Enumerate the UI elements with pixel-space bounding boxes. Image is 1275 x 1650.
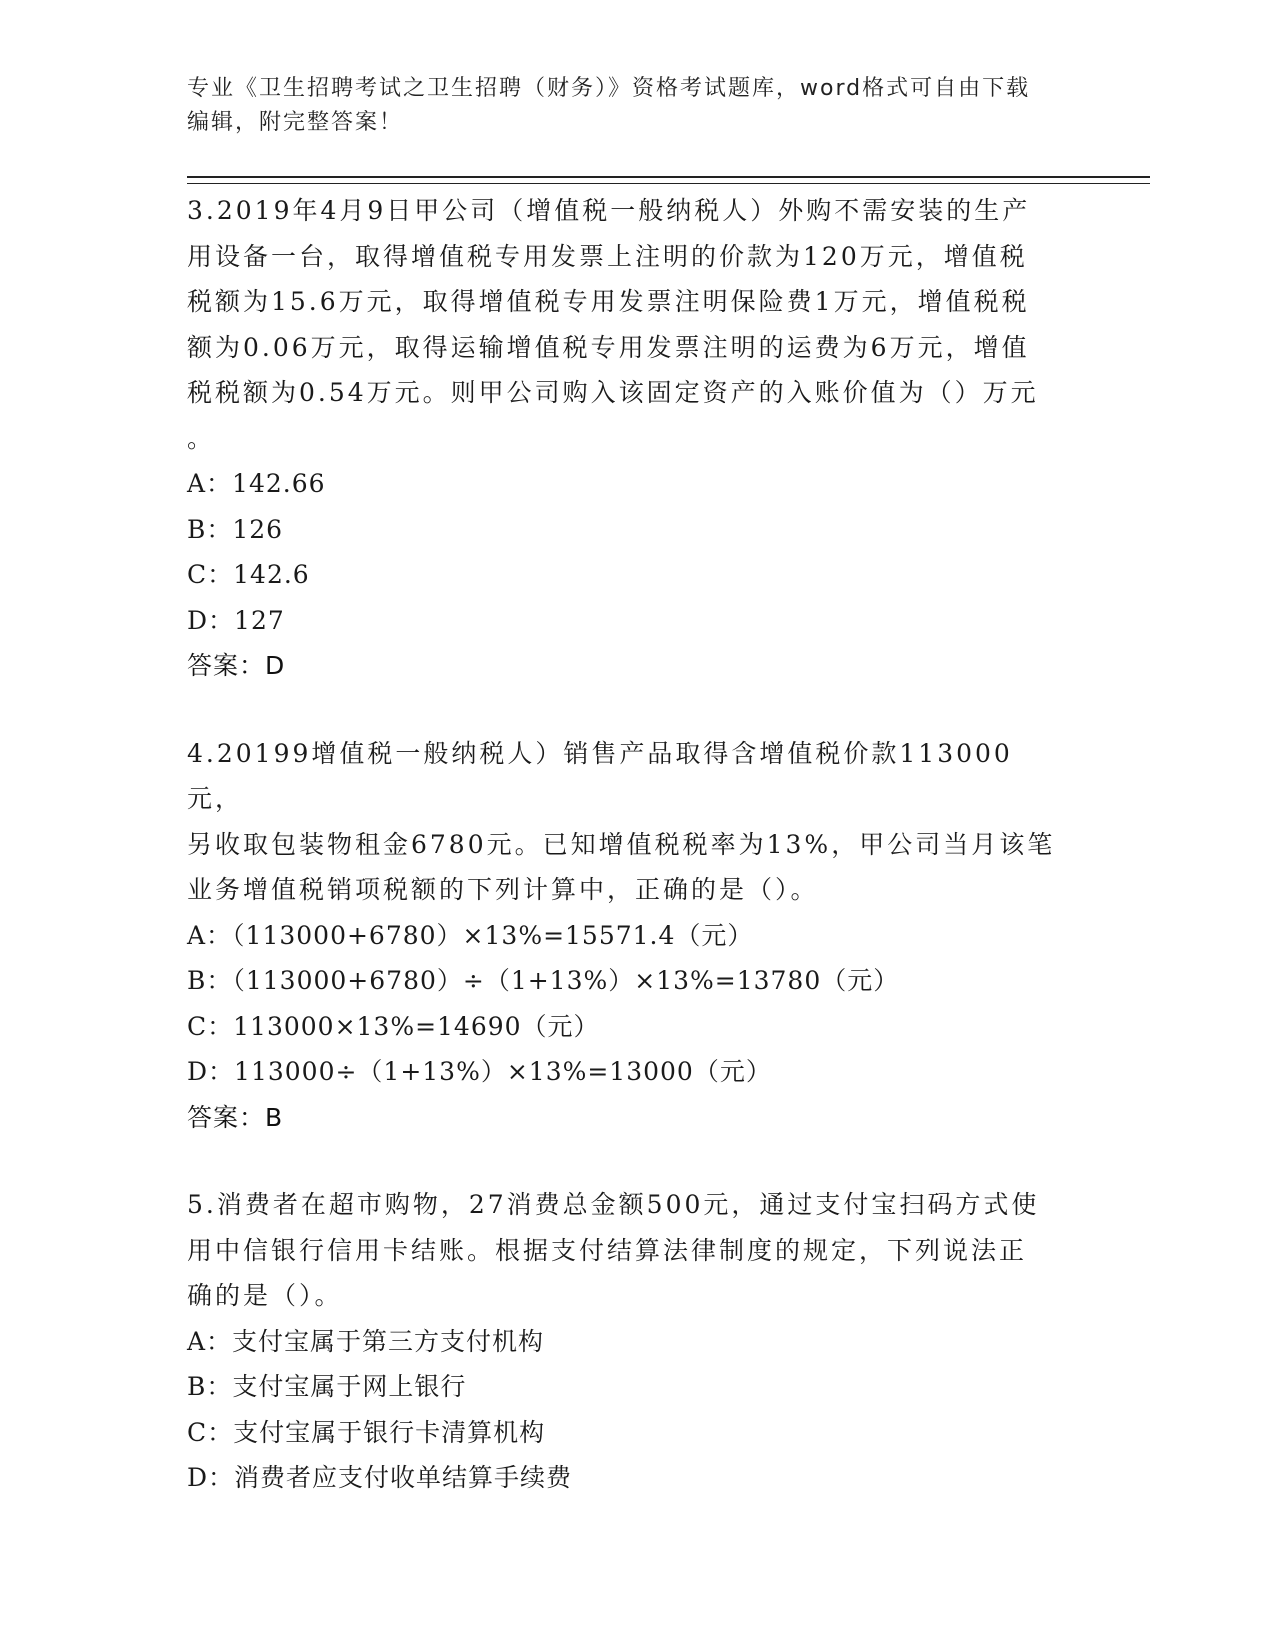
question-stem-line: 业务增值税销项税额的下列计算中，正确的是（）。 [187,875,819,904]
answer-label: 答案：D [187,651,286,680]
option-b: B：（113000+6780）÷（1+13%）×13%=13780（元） [187,966,900,995]
question-stem-line: 税额为15.6万元，取得增值税专用发票注明保险费1万元，增值税税 [187,287,1030,316]
header-line-2: 编辑，附完整答案！ [187,110,404,135]
question-stem-line: 另收取包装物租金6780元。已知增值税税率为13%，甲公司当月该笔 [187,829,1056,859]
option-a: A：142.66 [187,469,326,498]
option-d: D：消费者应支付收单结算手续费 [187,1463,573,1492]
document-header [187,72,1067,140]
question-list [187,188,1067,1543]
question-stem-line: 用中信银行信用卡结账。根据支付结算法律制度的规定，下列说法正 [187,1235,1028,1265]
question-5 [187,1182,1067,1501]
option-a: A：（113000+6780）×13%=15571.4（元） [187,920,754,950]
header-divider-thin [187,183,1150,184]
question-stem-line: 税税额为0.54万元。则甲公司购入该固定资产的入账价值为（）万元 [187,378,1039,407]
question-stem-line: 。 [187,423,216,453]
option-c: C：142.6 [187,560,310,589]
question-stem-line: 额为0.06万元，取得运输增值税专用发票注明的运费为6万元，增值 [187,332,1030,362]
option-d: D：113000÷（1+13%）×13%=13000（元） [187,1057,772,1086]
question-stem-line: 3.2019年4月9日甲公司（增值税一般纳税人）外购不需安装的生产 [187,196,1031,225]
option-d: D：127 [187,605,285,635]
option-c: C：支付宝属于银行卡清算机构 [187,1417,546,1447]
option-b: B：126 [187,514,284,544]
option-c: C：113000×13%=14690（元） [187,1011,600,1041]
question-stem-line: 5.消费者在超市购物，27消费总金额500元，通过支付宝扫码方式使 [187,1190,1040,1219]
header-line-1: 专业《卫生招聘考试之卫生招聘（财务）》资格考试题库，word格式可自由下载 [187,76,1031,101]
answer-label: 答案：B [187,1102,284,1132]
question-stem-line: 4.20199增值税一般纳税人）销售产品取得含增值税价款113000元， [187,738,1013,813]
question-stem-line: 确的是（）。 [187,1281,343,1310]
header-divider-thick [187,176,1150,178]
question-4 [187,731,1067,1141]
option-b: B：支付宝属于网上银行 [187,1372,467,1401]
question-stem-line: 用设备一台，取得增值税专用发票上注明的价款为120万元，增值税 [187,241,1028,271]
option-a: A：支付宝属于第三方支付机构 [187,1326,545,1356]
question-3 [187,188,1067,689]
